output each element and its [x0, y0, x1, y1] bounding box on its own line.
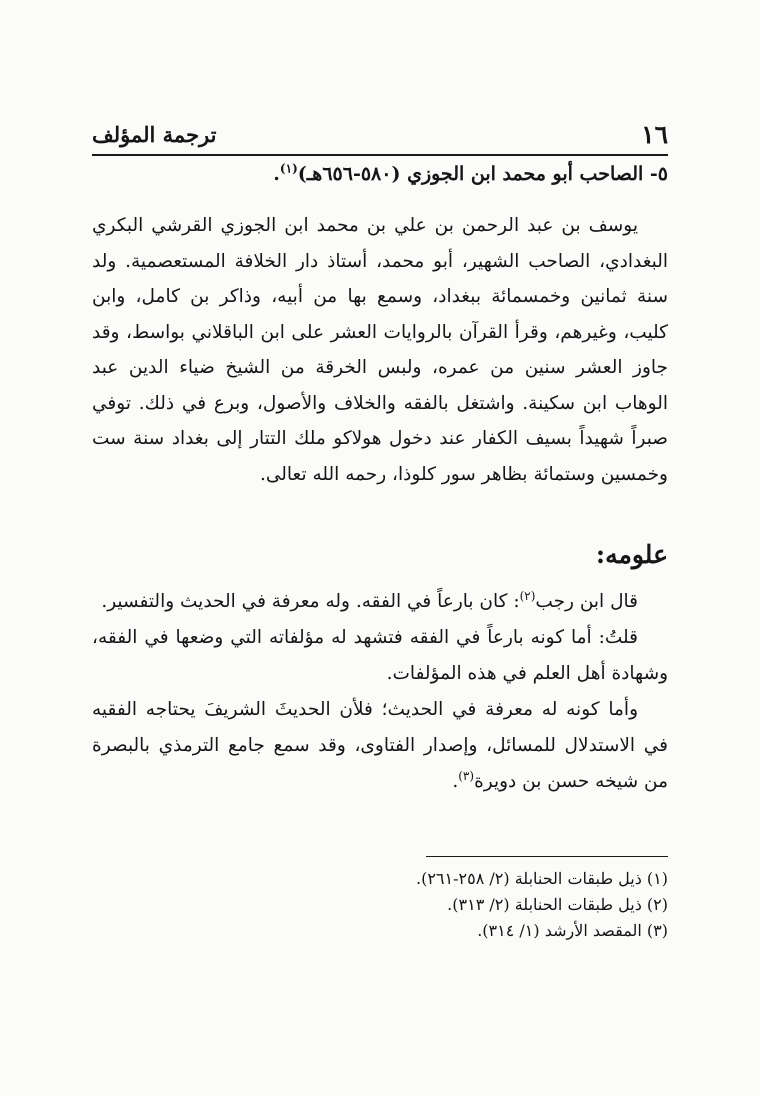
running-title: ترجمة المؤلف [92, 122, 217, 147]
footnote-rule [426, 856, 668, 857]
entry-heading-text: ٥- الصاحب أبو محمد ابن الجوزي (٥٨٠-٦٥٦هـ) [297, 163, 668, 185]
footnote-1: (١) ذيل طبقات الحنابلة (٢/ ٢٥٨-٢٦١). [415, 869, 668, 888]
entry-heading-end: . [273, 163, 280, 185]
footnotes [92, 866, 668, 944]
knowledge-section [92, 584, 668, 800]
paragraph-hadith [92, 692, 668, 800]
footnote-2: (٢) ذيل طبقات الحنابلة (٢/ ٣١٣). [447, 895, 668, 914]
paragraph-ibn-rajab-end: : كان بارعاً في الفقه. وله معرفة في الحديث والتفسير. [101, 591, 520, 612]
biography-paragraph: يوسف بن عبد الرحمن بن علي بن محمد ابن الجوزي القرشي البكري البغدادي، الصاحب الشهير، أبو محمد، أستاذ دار الخلافة المستعصمية. ولد سنة ثمانين وخمسمائة ببغداد، وسمع بها من أبيه، وذاكر بن كامل، وابن كليب، وغيرهم، وقرأ القرآن بالروايات العشر على ابن الباقلاني بواسط، وقد جاوز العشر سنين من عمره، ولبس الخرقة من الشيخ ضياء الدين عبد الوهاب ابن سكينة. واشتغل بالفقه والخلاف والأصول، وبرع في ذلك. توفي صبراً شهيداً بسيف الكفار عند دخول هولاكو ملك التتار إلى بغداد سنة ست وخمسين وستمائة بظاهر سور كلوذا، رحمه الله تعالى. [92, 215, 668, 485]
paragraph-ibn-rajab [92, 584, 668, 620]
paragraph-hadith-end: . [452, 771, 459, 792]
footnote-ref-1: (١) [279, 161, 298, 176]
paragraph-hadith-text: وأما كونه له معرفة في الحديث؛ فلأن الحديثَ الشريفَ يحتاجه الفقيه في الاستدلال للمسائل، وإصدار الفتاوى، وقد سمع جامع الترمذي بالبصرة من شيخه حسن بن دويرة [92, 699, 668, 792]
paragraph-fiqh: قلتُ: أما كونه بارعاً في الفقه فتشهد له مؤلفاته التي وضعها في الفقه، وشهادة أهل العلم في هذه المؤلفات. [92, 627, 668, 684]
biography-section [92, 208, 668, 492]
page-number: ١٦ [641, 120, 668, 149]
footnote-3: (٣) المقصد الأرشد (١/ ٣١٤). [477, 921, 668, 940]
section-heading: علومه: [595, 540, 668, 569]
entry-heading [92, 156, 668, 192]
footnote-ref-3: (٣) [458, 768, 475, 783]
footnote-ref-2: (٢) [519, 588, 536, 603]
paragraph-ibn-rajab-start: قال ابن رجب [535, 591, 638, 612]
page-header [92, 118, 668, 158]
